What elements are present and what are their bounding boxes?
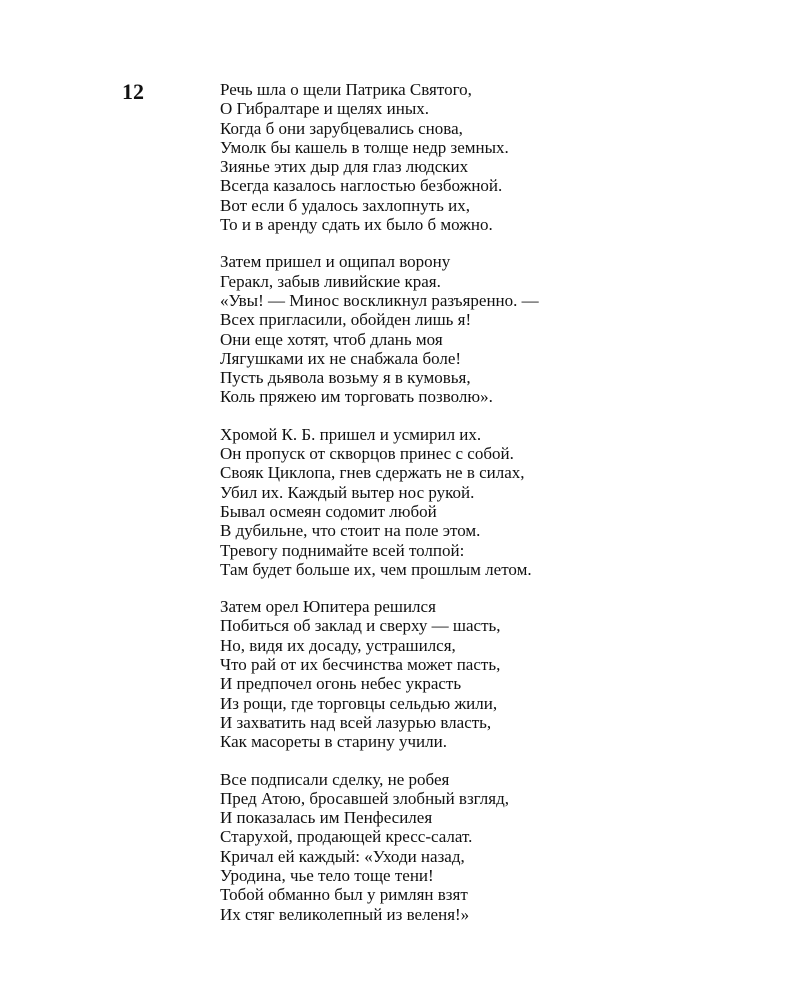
stanza-2 bbox=[220, 252, 780, 406]
poem-line: Они еще хотят, чтоб длань моя bbox=[220, 329, 443, 349]
poem-line: Старухой, продающей кресс-салат. bbox=[220, 827, 473, 847]
stanza-3 bbox=[220, 425, 780, 579]
poem-text bbox=[220, 80, 780, 942]
poem-line: Всегда казалось наглостью безбожной. bbox=[220, 176, 503, 196]
poem-line: Свояк Циклопа, гнев сдержать не в силах, bbox=[220, 463, 525, 483]
poem-line: «Увы! — Минос воскликнул разъяренно. — bbox=[220, 290, 539, 310]
poem-line: Кричал ей каждый: «Уходи назад, bbox=[220, 846, 465, 866]
poem-line: Хромой К. Б. пришел и усмирил их. bbox=[220, 424, 482, 444]
poem-line: Бывал осмеян содомит любой bbox=[220, 501, 437, 521]
poem-line: Тревогу поднимайте всей толпой: bbox=[220, 540, 465, 560]
poem-line: Все подписали сделку, не робея bbox=[220, 769, 450, 789]
poem-line: Что рай от их бесчинства может пасть, bbox=[220, 655, 501, 675]
poem-line: Он пропуск от скворцов принес с собой. bbox=[220, 444, 514, 464]
poem-line: Затем орел Юпитера решился bbox=[220, 597, 436, 617]
poem-line: Их стяг великолепный из веленя!» bbox=[220, 904, 470, 924]
poem-line: Побиться об заклад и сверху — шасть, bbox=[220, 616, 501, 636]
poem-line: Умолк бы кашель в толще недр земных. bbox=[220, 137, 509, 157]
poem-line: Всех пригласили, обойден лишь я! bbox=[220, 310, 472, 330]
poem-line: Зиянье этих дыр для глаз людских bbox=[220, 157, 469, 177]
poem-line: Тобой обманно был у римлян взят bbox=[220, 885, 468, 905]
poem-line: Но, видя их досаду, устрашился, bbox=[220, 635, 456, 655]
poem-line: Речь шла о щели Патрика Святого, bbox=[220, 80, 472, 99]
poem-line: Геракл, забыв ливийские края. bbox=[220, 271, 441, 291]
poem-line: Пред Атою, бросавшей злобный взгляд, bbox=[220, 788, 509, 808]
poem-line: Как масореты в старину учили. bbox=[220, 732, 447, 752]
poem-line: То и в аренду сдать их было б можно. bbox=[220, 215, 493, 235]
poem-line: Когда б они зарубцевались снова, bbox=[220, 118, 463, 138]
poem-line: Лягушками их не снабжала боле! bbox=[220, 348, 462, 368]
poem-line: И предпочел огонь небес украсть bbox=[220, 674, 462, 694]
page-number: 12 bbox=[122, 79, 144, 104]
poem-line: Коль пряжею им торговать позволю». bbox=[220, 387, 493, 407]
stanza-4 bbox=[220, 597, 780, 751]
poem-line: Там будет больше их, чем прошлым летом. bbox=[220, 559, 532, 579]
poem-line: Затем пришел и ощипал ворону bbox=[220, 252, 451, 272]
poem-line: И захватить над всей лазурью власть, bbox=[220, 712, 492, 732]
poem-line: Вот если б удалось захлопнуть их, bbox=[220, 195, 470, 215]
poem-line: О Гибралтаре и щелях иных. bbox=[220, 99, 430, 119]
poem-line: Убил их. Каждый вытер нос рукой. bbox=[220, 482, 475, 502]
stanza-5 bbox=[220, 770, 780, 924]
poem-line: Из рощи, где торговцы сельдью жили, bbox=[220, 693, 498, 713]
poem-line: И показалась им Пенфесилея bbox=[220, 808, 433, 828]
poem-line: Уродина, чье тело тоще тени! bbox=[220, 865, 434, 885]
poem-line: Пусть дьявола возьму я в кумовья, bbox=[220, 368, 471, 388]
poem-line: В дубильне, что стоит на поле этом. bbox=[220, 521, 481, 541]
stanza-1 bbox=[220, 80, 780, 234]
